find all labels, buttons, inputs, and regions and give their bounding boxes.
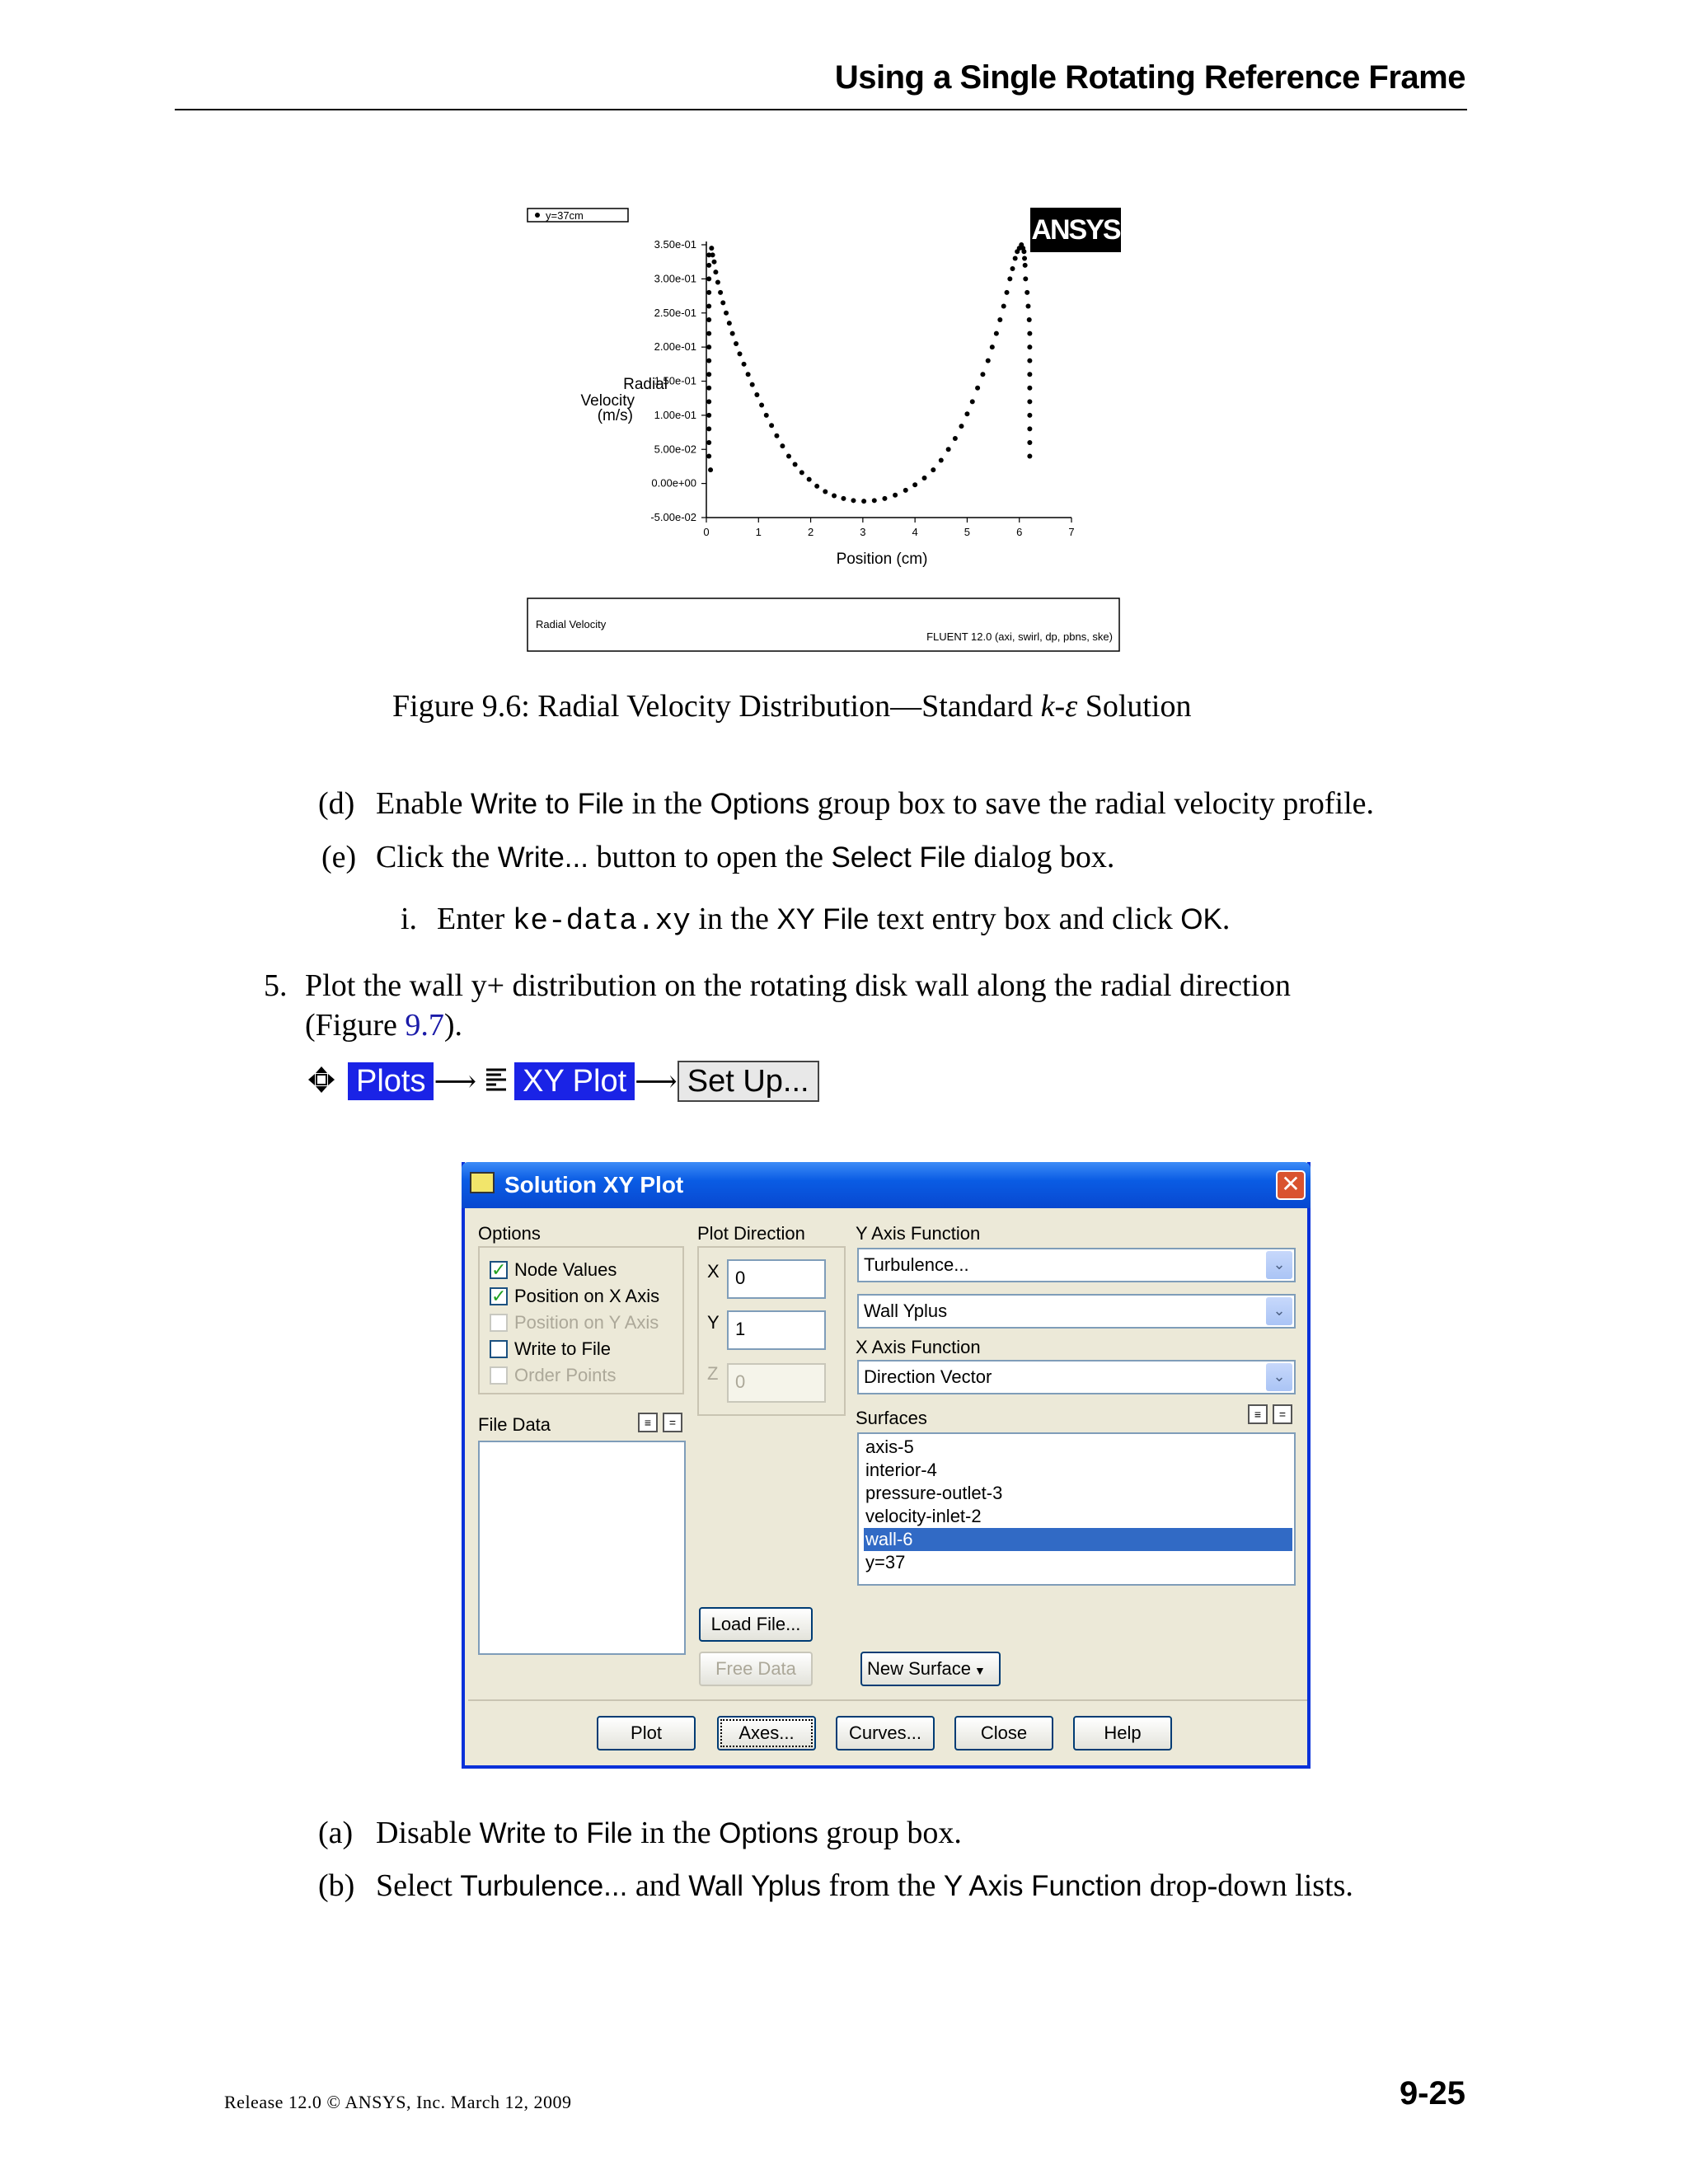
y-label: Y — [707, 1312, 720, 1333]
data-point — [708, 467, 713, 472]
direction-x-field[interactable]: 0 — [727, 1259, 826, 1299]
data-point — [1010, 266, 1015, 271]
data-point — [903, 488, 908, 493]
data-point — [706, 413, 711, 418]
data-point — [706, 426, 711, 431]
chevron-down-icon[interactable]: ⌄ — [1266, 1297, 1292, 1325]
data-point — [750, 382, 755, 387]
list-item[interactable]: axis-5 — [865, 1436, 914, 1457]
check-icon: ✓ — [491, 1259, 507, 1280]
data-point — [746, 372, 751, 377]
data-point — [959, 424, 964, 429]
list-item[interactable]: pressure-outlet-3 — [865, 1483, 1003, 1503]
data-point — [706, 276, 711, 281]
data-point — [953, 436, 958, 441]
chevron-down-icon[interactable]: ⌄ — [1266, 1363, 1292, 1391]
data-point — [738, 351, 743, 356]
data-point — [1021, 249, 1026, 254]
x-tick-label: 0 — [703, 526, 710, 538]
data-point — [814, 484, 819, 489]
data-point — [931, 467, 935, 472]
data-point — [980, 372, 985, 377]
data-point — [786, 454, 791, 459]
axes-button[interactable]: Axes... — [717, 1716, 816, 1750]
data-point — [754, 392, 759, 397]
deselect-all-icon[interactable]: = — [663, 1413, 682, 1432]
data-point — [780, 443, 785, 448]
data-point — [994, 331, 999, 336]
data-point — [706, 344, 711, 349]
select-all-icon[interactable]: ≡ — [638, 1413, 658, 1432]
data-point — [718, 290, 723, 295]
x-axis-function-select[interactable]: Direction Vector ⌄ — [857, 1360, 1296, 1394]
chart-footer-left: Radial Velocity — [536, 618, 607, 630]
header-rule — [175, 109, 1467, 110]
surfaces-list[interactable] — [857, 1432, 1296, 1586]
close-button[interactable]: Close — [954, 1716, 1053, 1750]
figure-caption: Figure 9.6: Radial Velocity Distribution—Standard k-ε Solution — [392, 689, 1192, 724]
free-data-button: Free Data — [699, 1652, 813, 1686]
y-tick-label: 2.50e-01 — [654, 306, 696, 319]
x-axis-function-label: X Axis Function — [856, 1337, 981, 1357]
z-label: Z — [707, 1363, 719, 1384]
data-point — [1023, 276, 1028, 281]
data-point — [1027, 344, 1032, 349]
data-point — [986, 359, 991, 363]
step-i-marker: i. — [401, 902, 418, 936]
data-point — [893, 493, 898, 498]
data-point — [1027, 372, 1032, 377]
legend-label: y=37cm — [546, 209, 584, 222]
direction-y-field[interactable]: 1 — [727, 1310, 826, 1350]
step-b-marker: (b) — [318, 1868, 355, 1903]
data-point — [1027, 454, 1032, 459]
y-tick-label: 1.50e-01 — [654, 374, 696, 387]
data-point — [1005, 290, 1010, 295]
ribbon-move-icon — [307, 1065, 336, 1094]
data-point — [1027, 386, 1032, 391]
menu-plots[interactable]: Plots — [348, 1062, 434, 1100]
new-surface-button[interactable]: New Surface ▼ — [860, 1652, 1001, 1686]
data-point — [946, 447, 951, 452]
page-number: 9-25 — [1399, 2075, 1465, 2111]
data-point — [1027, 317, 1032, 322]
ylabel-line-2: Velocity — [580, 392, 635, 410]
data-point — [774, 434, 779, 438]
figure-ref-link[interactable]: 9.7 — [405, 1008, 444, 1043]
xy-plot-icon — [485, 1066, 509, 1094]
ansys-logo-text: ANSYS — [1031, 214, 1120, 246]
running-header: Using a Single Rotating Reference Frame — [834, 59, 1465, 96]
y-axis-function-label: Y Axis Function — [856, 1223, 981, 1244]
y-axis-category-select[interactable]: Turbulence... ⌄ — [857, 1248, 1296, 1282]
y-tick-label: 5.00e-02 — [654, 443, 696, 456]
data-point — [711, 260, 716, 265]
y-tick-label: 3.50e-01 — [654, 238, 696, 251]
data-point — [1025, 303, 1030, 308]
dropdown-arrow-icon: ▼ — [973, 1664, 986, 1677]
solution-xy-plot-dialog: Solution XY Plot ✕ Options ✓ Node Values ✓ Position on X Axis Position on Y Axis Write to File Order Points File Data ≡ = Plot Direction X 0 Y 1 Z 0 Load File... Free Data Y Axis Function Turbulence... ⌄ Wall Yplus ⌄ X Axis Function Direction Vector ⌄ Surfaces ≡ = axis-5 interior-4 pressure-outlet-3 velocity-inlet-2 wall-6 y=37 New Surface ▼ Plot Axes... Curves... Close Help — [462, 1162, 1311, 1769]
y-tick-label: 2.00e-01 — [654, 340, 696, 354]
data-point — [764, 413, 769, 418]
data-point — [706, 440, 711, 445]
data-point — [709, 246, 714, 251]
curves-button[interactable]: Curves... — [836, 1716, 935, 1750]
data-point — [872, 498, 877, 503]
data-point — [706, 263, 711, 268]
legend-marker — [535, 213, 540, 218]
data-point — [713, 269, 718, 274]
data-point — [793, 462, 798, 466]
ylabel-line-3: (m/s) — [597, 407, 633, 424]
step-a-text: Disable Write to File in the Options group box. — [376, 1816, 962, 1850]
dialog-titlebar[interactable] — [462, 1162, 1311, 1208]
data-point — [832, 494, 837, 499]
data-point — [997, 317, 1002, 322]
data-point — [706, 331, 711, 336]
chart-footer-right: FLUENT 12.0 (axi, swirl, dp, pbns, ske) — [926, 630, 1113, 643]
step-i-text: Enter ke-data.xy in the XY File text entry box and click OK. — [437, 902, 1231, 938]
data-point — [882, 496, 887, 501]
plot-button[interactable]: Plot — [597, 1716, 696, 1750]
step-5-marker: 5. — [264, 968, 288, 1003]
x-tick-label: 3 — [860, 526, 866, 538]
data-point — [706, 372, 711, 377]
setup-button[interactable]: Set Up... — [678, 1061, 819, 1102]
y-tick-label: 0.00e+00 — [651, 476, 696, 490]
data-point — [939, 457, 944, 462]
y-tick-label: 3.00e-01 — [654, 272, 696, 285]
step-5-line-1: Plot the wall y+ distribution on the rotating disk wall along the radial direction — [305, 968, 1292, 1003]
data-point — [964, 411, 969, 416]
data-point — [1027, 399, 1032, 404]
surfaces-label: Surfaces — [856, 1408, 927, 1428]
data-point — [1027, 426, 1032, 431]
data-point — [851, 498, 856, 503]
menu-xy-plot[interactable]: XY Plot — [514, 1062, 635, 1100]
list-item[interactable]: interior-4 — [865, 1460, 937, 1480]
options-label: Options — [478, 1223, 541, 1244]
y-tick-label: 1.00e-01 — [654, 408, 696, 421]
ylabel-line-1: Radial — [623, 376, 668, 393]
data-point — [706, 317, 711, 322]
button-divider — [468, 1699, 1307, 1701]
xlabel: Position (cm) — [836, 551, 928, 568]
step-5-line-2: (Figure 9.7). — [305, 1008, 463, 1043]
file-data-label: File Data — [478, 1414, 551, 1435]
data-point — [799, 470, 804, 475]
data-point — [706, 454, 711, 459]
data-point — [724, 311, 729, 316]
data-point — [1027, 413, 1032, 418]
help-button[interactable]: Help — [1073, 1716, 1172, 1750]
data-point — [710, 252, 715, 257]
x-label: X — [707, 1261, 720, 1282]
data-point — [706, 290, 711, 295]
x-tick-label: 7 — [1068, 526, 1075, 538]
data-point — [715, 280, 720, 285]
y-tick-label: -5.00e-02 — [650, 511, 696, 523]
data-point — [706, 386, 711, 391]
y-axis-function-select[interactable]: Wall Yplus ⌄ — [857, 1294, 1296, 1329]
step-e-text: Click the Write... button to open the Select File dialog box. — [376, 840, 1115, 874]
data-point — [734, 341, 738, 346]
data-point — [706, 399, 711, 404]
data-point — [1007, 276, 1012, 281]
chart-footer-box — [528, 598, 1119, 651]
data-point — [759, 402, 764, 407]
x-tick-label: 5 — [964, 526, 971, 538]
data-point — [1001, 303, 1006, 308]
check-icon: ✓ — [491, 1286, 507, 1306]
data-point — [1013, 256, 1018, 261]
step-d-marker: (d) — [318, 786, 355, 821]
data-point — [823, 490, 828, 494]
data-point — [1022, 256, 1027, 261]
select-all-icon[interactable]: ≡ — [1248, 1404, 1268, 1424]
deselect-all-icon[interactable]: = — [1273, 1404, 1292, 1424]
data-point — [807, 477, 812, 482]
data-point — [1025, 290, 1029, 295]
data-point — [706, 303, 711, 308]
data-point — [1027, 440, 1032, 445]
x-tick-label: 4 — [912, 526, 918, 538]
data-point — [1027, 331, 1032, 336]
x-tick-label: 6 — [1016, 526, 1023, 538]
data-point — [922, 476, 927, 480]
radial-velocity-chart — [511, 198, 1129, 659]
data-point — [742, 362, 747, 367]
data-point — [912, 482, 917, 487]
fluent-app-icon — [470, 1172, 495, 1193]
data-point — [841, 496, 846, 501]
data-point — [1023, 263, 1028, 268]
x-tick-label: 1 — [755, 526, 762, 538]
footer-release: Release 12.0 © ANSYS, Inc. March 12, 2009 — [224, 2092, 572, 2112]
data-point — [861, 499, 866, 504]
x-tick-label: 2 — [807, 526, 814, 538]
dialog-title: Solution XY Plot — [504, 1172, 684, 1197]
step-b-text: Select Turbulence... and Wall Yplus from the Y Axis Function drop-down lists. — [376, 1868, 1353, 1903]
list-item-selected[interactable]: wall-6 — [864, 1528, 1292, 1551]
data-point — [1027, 359, 1032, 363]
data-point — [720, 300, 725, 305]
chevron-down-icon[interactable]: ⌄ — [1266, 1251, 1292, 1279]
direction-z-field: 0 — [727, 1363, 826, 1403]
load-file-button[interactable]: Load File... — [699, 1607, 813, 1642]
menu-path: Plots ⟶ XY Plot ⟶ Set Up... — [348, 1062, 819, 1108]
plot-direction-label: Plot Direction — [697, 1223, 805, 1244]
data-point — [975, 386, 980, 391]
file-data-list[interactable] — [478, 1441, 686, 1655]
data-point — [769, 423, 774, 428]
step-d-text: Enable Write to File in the Options group box to save the radial velocity profile. — [376, 786, 1375, 821]
step-e-marker: (e) — [321, 840, 357, 874]
step-a-marker: (a) — [318, 1816, 354, 1850]
data-point — [730, 331, 735, 336]
data-point — [727, 321, 732, 326]
data-point — [990, 344, 995, 349]
data-point — [970, 399, 975, 404]
list-item[interactable]: y=37 — [865, 1552, 906, 1572]
data-point — [706, 359, 711, 363]
list-item[interactable]: velocity-inlet-2 — [865, 1506, 982, 1526]
close-icon[interactable]: ✕ — [1276, 1170, 1306, 1200]
